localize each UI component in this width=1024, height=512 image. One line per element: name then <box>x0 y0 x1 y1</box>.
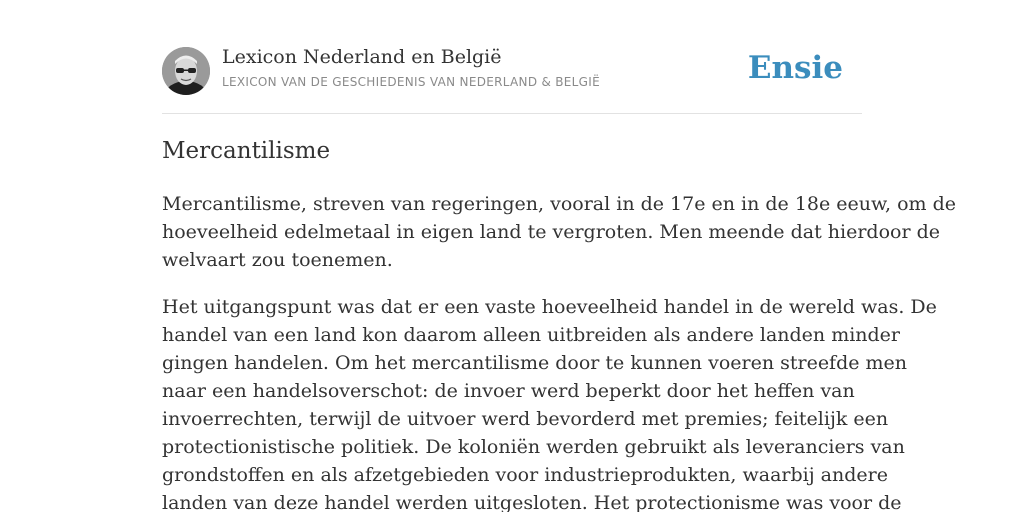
paragraph-line: handel van een land kon daarom alleen uitbreiden als andere landen minder <box>162 324 901 346</box>
paragraph-line: hoeveelheid edelmetaal in eigen land te vergroten. Men meende dat hierdoor de <box>162 221 940 243</box>
paragraph-line: welvaart zou toenemen. <box>162 249 393 271</box>
article-paragraph <box>162 293 937 512</box>
ensie-logo[interactable]: Ensie <box>747 50 843 86</box>
author-avatar[interactable] <box>162 47 210 95</box>
paragraph-line: gingen handelen. Om het mercantilisme door te kunnen voeren streefde men <box>162 352 908 374</box>
author-portrait-icon <box>162 47 210 95</box>
paragraph-line: invoerrechten, terwijl de uitvoer werd bevorderd met premies; feitelijk een <box>162 408 889 430</box>
article-paragraph <box>162 190 956 274</box>
site-subtitle: LEXICON VAN DE GESCHIEDENIS VAN NEDERLAND & BELGIË <box>222 75 600 89</box>
paragraph-line: landen van deze handel werden uitgesloten. Het protectionisme was voor de <box>162 492 902 512</box>
paragraph-line: Het uitgangspunt was dat er een vaste hoeveelheid handel in de wereld was. De <box>162 296 937 318</box>
paragraph-line: protectionistische politiek. De koloniën werden gebruikt als leveranciers van <box>162 436 905 458</box>
article-body <box>162 190 956 512</box>
paragraph-line: grondstoffen en als afzetgebieden voor industrieprodukten, waarbij andere <box>162 464 888 486</box>
site-header <box>162 44 862 114</box>
paragraph-line: naar een handelsoverschot: de invoer werd beperkt door het heffen van <box>162 380 855 402</box>
article-title: Mercantilisme <box>162 138 331 164</box>
paragraph-line: Mercantilisme, streven van regeringen, vooral in de 17e en in de 18e eeuw, om de <box>162 193 956 215</box>
site-title[interactable]: Lexicon Nederland en België <box>222 46 502 68</box>
